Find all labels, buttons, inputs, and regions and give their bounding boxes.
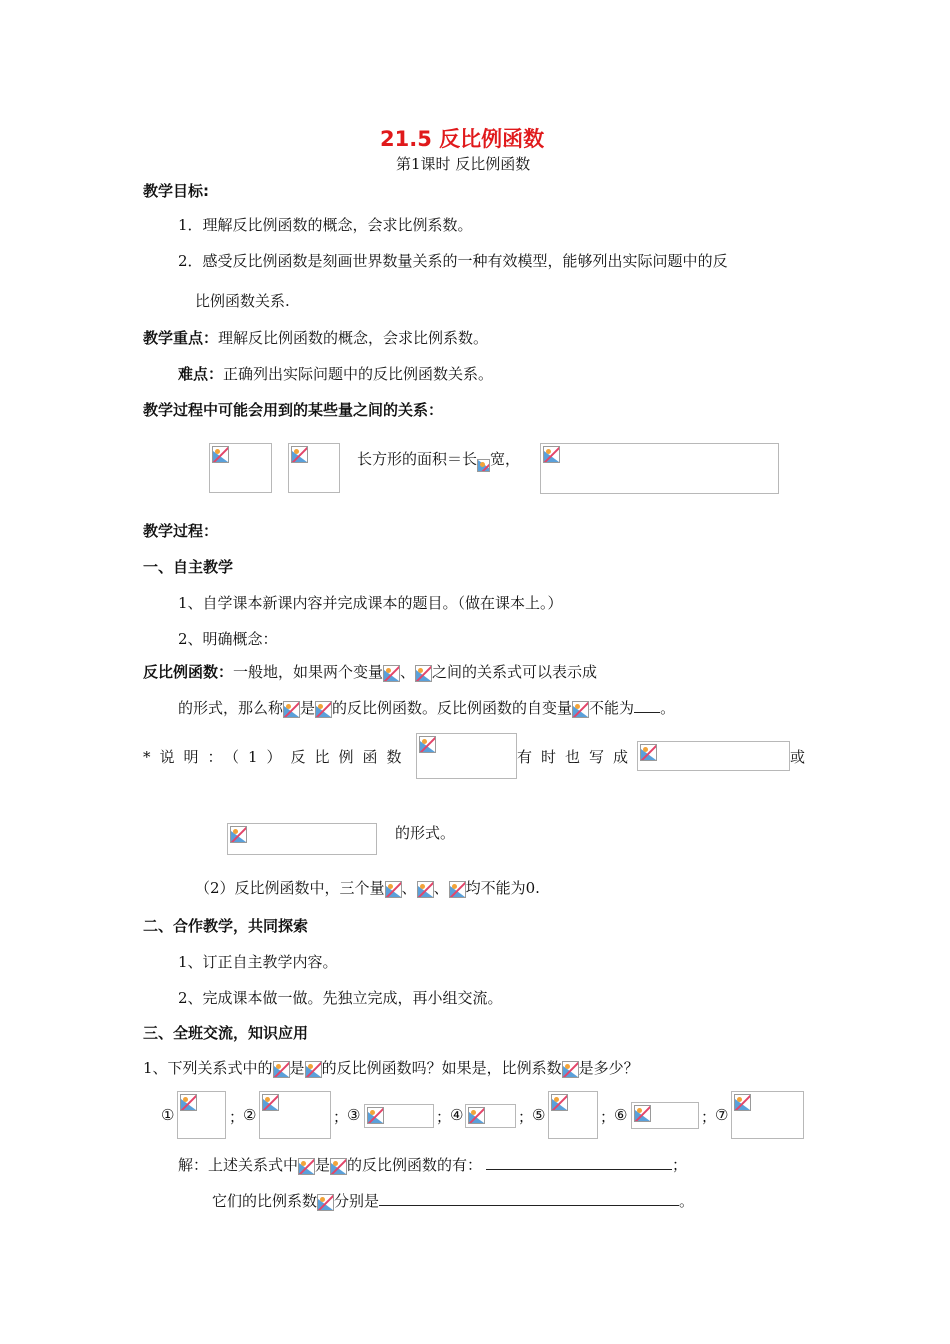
section-2-item-2: 2、完成课本做一做。先独立完成，再小组交流。 <box>178 989 503 1007</box>
variable-x-icon <box>315 701 332 718</box>
option-formula-7 <box>731 1091 804 1139</box>
option-sep: ； <box>229 1108 245 1126</box>
image-icon <box>212 446 229 463</box>
variable-k-icon <box>317 1194 334 1211</box>
option-sep: ； <box>701 1108 717 1126</box>
option-label-2: ② <box>243 1106 257 1124</box>
option-label-5: ⑤ <box>532 1106 546 1124</box>
variable-x-icon <box>415 665 432 682</box>
variable-x-icon <box>572 701 589 718</box>
image-icon <box>734 1094 751 1111</box>
option-label-4: ④ <box>450 1106 464 1124</box>
formula-image-2 <box>288 443 340 493</box>
option-formula-5 <box>548 1091 598 1139</box>
variable-k-icon <box>562 1061 579 1078</box>
variable-y-icon <box>273 1061 290 1078</box>
section-1-heading: 一、自主教学 <box>143 558 234 576</box>
option-sep: ； <box>600 1108 616 1126</box>
formula-image-1 <box>209 443 272 493</box>
option-formula-1 <box>177 1091 226 1139</box>
option-formula-6 <box>631 1102 699 1129</box>
answer-blank[interactable] <box>634 698 660 713</box>
definition-line: 反比例函数：一般地，如果两个变量 、 之间的关系式可以表示成 <box>143 663 598 681</box>
goals-heading: 教学目标: <box>143 182 209 200</box>
variable-y-icon <box>298 1158 315 1175</box>
definition-line-2: 的形式，那么称 是 的反比例函数。反比例函数的自变量 不能为 。 <box>178 699 676 717</box>
variable-x-icon <box>385 881 402 898</box>
option-label-3: ③ <box>347 1106 361 1124</box>
option-sep: ； <box>333 1108 349 1126</box>
section-1-item-1: 1、自学课本新课内容并完成课本的题目。（做在课本上。） <box>178 594 563 612</box>
option-sep: ； <box>518 1108 534 1126</box>
variable-y-icon <box>417 881 434 898</box>
rect-area-text: 长方形的面积＝长 宽， <box>357 448 520 472</box>
section-1-item-2: 2、明确概念： <box>178 630 278 648</box>
answer-line-2: 它们的比例系数 分别是 。 <box>212 1192 695 1210</box>
section-2-heading: 二、合作教学，共同探索 <box>143 917 309 935</box>
question-1: 1、下列关系式中的 是 的反比例函数吗？如果是，比例系数 是多少？ <box>143 1059 639 1077</box>
page-subtitle: 第1课时 反比例函数 <box>396 155 531 173</box>
multiply-image-icon <box>477 459 490 472</box>
answer-blank-functions[interactable] <box>486 1155 672 1170</box>
image-icon <box>419 736 436 753</box>
goal-item-1: 1．理解反比例函数的概念，会求比例系数。 <box>178 216 473 234</box>
goal-item-2-cont: 比例函数关系. <box>195 292 290 310</box>
image-icon <box>551 1094 568 1111</box>
image-icon <box>543 446 560 463</box>
variable-y-icon <box>383 665 400 682</box>
image-icon <box>468 1107 485 1124</box>
formula-image-4 <box>416 733 517 779</box>
image-icon <box>634 1105 651 1122</box>
formula-image-6 <box>227 823 377 855</box>
note-1-text-b: 有时也写成 <box>517 748 638 766</box>
image-icon <box>262 1094 279 1111</box>
image-icon <box>230 826 247 843</box>
note-1-form: 的形式。 <box>395 824 456 842</box>
process-heading: 教学过程： <box>143 522 219 540</box>
section-2-item-1: 1、订正自主教学内容。 <box>178 953 338 971</box>
variable-x-icon <box>330 1158 347 1175</box>
formula-image-5 <box>637 741 790 771</box>
image-icon <box>291 446 308 463</box>
page-title: 21.5 反比例函数 <box>380 127 545 151</box>
goal-item-2: 2．感受反比例函数是刻画世界数量关系的一种有效模型，能够列出实际问题中的反 <box>178 252 728 270</box>
note-2-line: （2）反比例函数中，三个量 、 、 均不能为0. <box>195 879 540 897</box>
relations-heading: 教学过程中可能会用到的某些量之间的关系： <box>143 401 444 419</box>
variable-k-icon <box>449 881 466 898</box>
option-label-6: ⑥ <box>614 1106 628 1124</box>
image-icon <box>367 1107 384 1124</box>
note-1-text: *说明：（1）反比例函数 <box>143 748 411 766</box>
answer-blank-coefficients[interactable] <box>379 1191 679 1206</box>
option-sep: ； <box>436 1108 452 1126</box>
key-point: 教学重点：理解反比例函数的概念，会求比例系数。 <box>143 329 489 347</box>
formula-image-3 <box>540 443 779 494</box>
variable-x-icon <box>305 1061 322 1078</box>
note-1-or: 或 <box>790 748 806 766</box>
option-label-7: ⑦ <box>715 1106 729 1124</box>
variable-y-icon <box>283 701 300 718</box>
image-icon <box>640 744 657 761</box>
answer-line-1: 解：上述关系式中 是 的反比例函数的有： ； <box>178 1156 688 1174</box>
option-label-1: ① <box>161 1106 175 1124</box>
difficulty: 难点：正确列出实际问题中的反比例函数关系。 <box>178 365 494 383</box>
option-formula-2 <box>259 1091 331 1139</box>
option-formula-4 <box>465 1104 516 1128</box>
image-icon <box>180 1094 197 1111</box>
option-formula-3 <box>364 1104 434 1128</box>
section-3-heading: 三、全班交流，知识应用 <box>143 1024 309 1042</box>
